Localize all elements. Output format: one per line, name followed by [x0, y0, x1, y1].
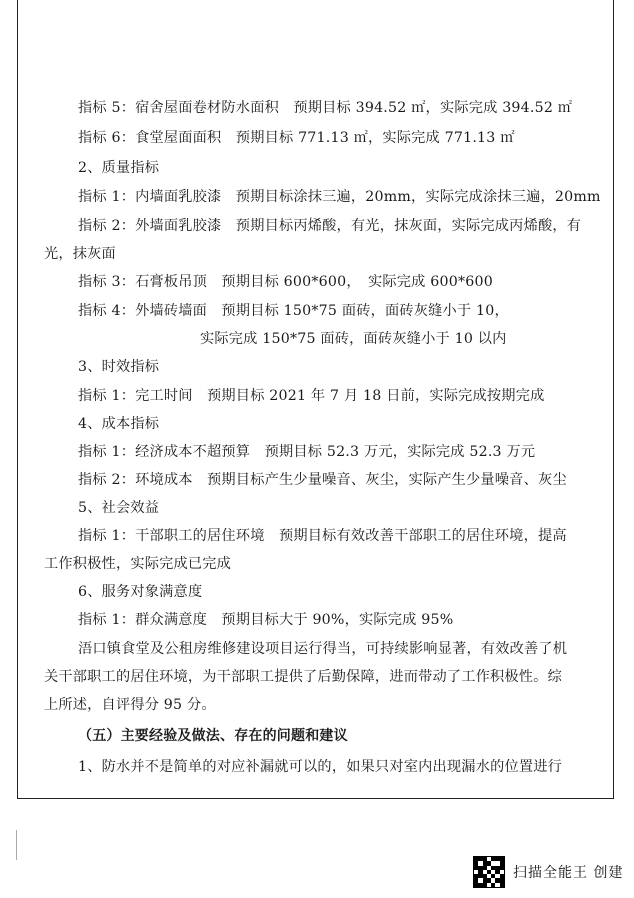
text-line: 指标 3：石膏板吊顶 预期目标 600*600， 实际完成 600*600	[78, 274, 493, 290]
text-line: 指标 5：宿舍屋面卷材防水面积 预期目标 394.52 ㎡，实际完成 394.52 ㎡	[78, 100, 573, 116]
text-line: 实际完成 150*75 面砖，面砖灰缝小于 10 以内	[200, 331, 507, 347]
text-line: 指标 1：内墙面乳胶漆 预期目标涂抹三遍，20mm，实际完成涂抹三遍，20mm	[78, 189, 601, 205]
footer-watermark	[473, 856, 623, 888]
section-heading: 3、时效指标	[78, 359, 160, 375]
section-heading: 5、社会效益	[78, 500, 160, 516]
paragraph-line: 上所述，自评得分 95 分。	[44, 697, 216, 713]
qr-code-icon	[473, 856, 505, 888]
margin-mark	[16, 830, 17, 860]
section-title: （五）主要经验及做法、存在的问题和建议	[78, 728, 348, 744]
text-line: 光，抹灰面	[44, 246, 116, 262]
text-line: 指标 1：完工时间 预期目标 2021 年 7 月 18 日前，实际完成按期完成	[78, 388, 545, 404]
section-heading: 2、质量指标	[78, 160, 160, 176]
section-heading: 4、成本指标	[78, 416, 160, 432]
paragraph-line: 1、防水并不是简单的对应补漏就可以的，如果只对室内出现漏水的位置进行	[78, 759, 563, 775]
text-line: 指标 2：外墙面乳胶漆 预期目标丙烯酸，有光，抹灰面，实际完成丙烯酸，有	[78, 218, 582, 234]
section-heading: 6、服务对象满意度	[78, 584, 203, 600]
paragraph-line: 关干部职工的居住环境，为干部职工提供了后勤保障，进而带动了工作积极性。综	[44, 669, 562, 685]
text-line: 指标 1：群众满意度 预期目标大于 90%，实际完成 95%	[78, 612, 454, 628]
text-line: 指标 1：经济成本不超预算 预期目标 52.3 万元，实际完成 52.3 万元	[78, 444, 536, 460]
footer-text: 扫描全能王 创建	[513, 865, 624, 881]
paragraph-line: 浯口镇食堂及公租房维修建设项目运行得当，可持续影响显著，有效改善了机	[78, 641, 568, 657]
text-line: 指标 2：环境成本 预期目标产生少量噪音、灰尘，实际产生少量噪音、灰尘	[78, 472, 567, 488]
text-line: 工作积极性，实际完成已完成	[44, 556, 232, 572]
text-line: 指标 1：干部职工的居住环境 预期目标有效改善干部职工的居住环境，提高	[78, 528, 567, 544]
text-line: 指标 4：外墙砖墙面 预期目标 150*75 面砖，面砖灰缝小于 10，	[78, 303, 509, 319]
text-line: 指标 6：食堂屋面面积 预期目标 771.13 ㎡，实际完成 771.13 ㎡	[78, 130, 515, 146]
